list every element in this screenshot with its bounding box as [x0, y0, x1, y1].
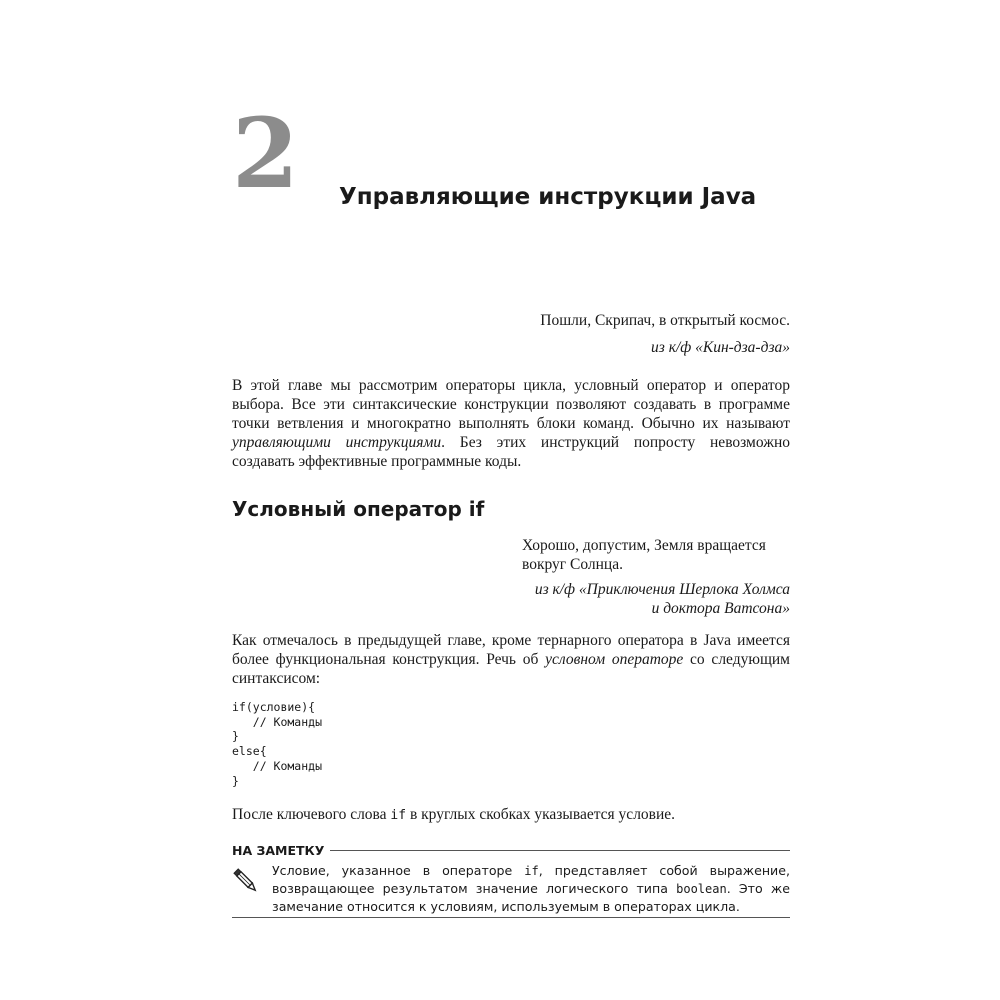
note-header	[232, 843, 790, 858]
note-text-2: , представляет собой выражение, возвращающее результатом значение логического типа	[272, 863, 790, 896]
section-epigraph-source-line1: из к/ф «Приключения Шерлока Холмса	[534, 581, 790, 598]
section-epigraph-source	[500, 580, 790, 618]
note-top-rule	[330, 850, 790, 851]
section-emphasis: условном операторе	[545, 651, 684, 668]
note-code-boolean: boolean	[676, 882, 727, 896]
note-label: НА ЗАМЕТКУ	[232, 843, 325, 858]
intro-emphasis: управляющими инструкциями	[232, 434, 442, 451]
epigraph-quote: Пошли, Скрипач, в открытый космос.	[540, 312, 790, 329]
note-text	[272, 862, 790, 915]
section-paragraph	[232, 631, 790, 688]
section-title: Условный оператор if	[232, 497, 485, 521]
intro-text-after: . Без этих инструкций попросту невозможно создавать эффективные программные коды.	[232, 434, 790, 470]
note-code-if: if	[524, 864, 539, 878]
keyword-if: if	[390, 808, 407, 823]
intro-paragraph	[232, 376, 790, 471]
note-text-1: Условие, указанное в операторе	[272, 863, 525, 878]
note-text-3: . Это же замечание относится к условиям, используемым в операторах цикла.	[272, 881, 790, 914]
after-code-paragraph	[232, 805, 790, 825]
code-block: if(условие){ // Команды } else{ // Команды }	[232, 700, 323, 788]
note-bottom-rule	[232, 917, 790, 918]
intro-text-before: В этой главе мы рассмотрим операторы цикла, условный оператор и оператор выбора. Все эти синтаксические конструкции позволяют создавать в программе точки ветвления и многократно выполнять блоки команд. Обычно их называют	[232, 377, 790, 432]
pencil-icon	[232, 866, 260, 896]
section-text-before: Как отмечалось в предыдущей главе, кроме тернарного оператора в Java имеется более функциональная конструкция. Речь об	[232, 632, 790, 668]
chapter-title: Управляющие инструкции Java	[339, 184, 757, 210]
after-code-text-after: в круглых скобках указывается условие.	[406, 806, 676, 823]
epigraph-source: из к/ф «Кин-дза-дза»	[651, 339, 790, 356]
section-epigraph-source-line2: и доктора Ватсона»	[651, 600, 790, 617]
chapter-number: 2	[232, 97, 299, 210]
section-epigraph-quote: Хорошо, допустим, Земля вращается вокруг Солнца.	[522, 537, 766, 573]
after-code-text-before: После ключевого слова	[232, 806, 391, 823]
section-text-after: со следующим синтаксисом:	[232, 651, 790, 687]
